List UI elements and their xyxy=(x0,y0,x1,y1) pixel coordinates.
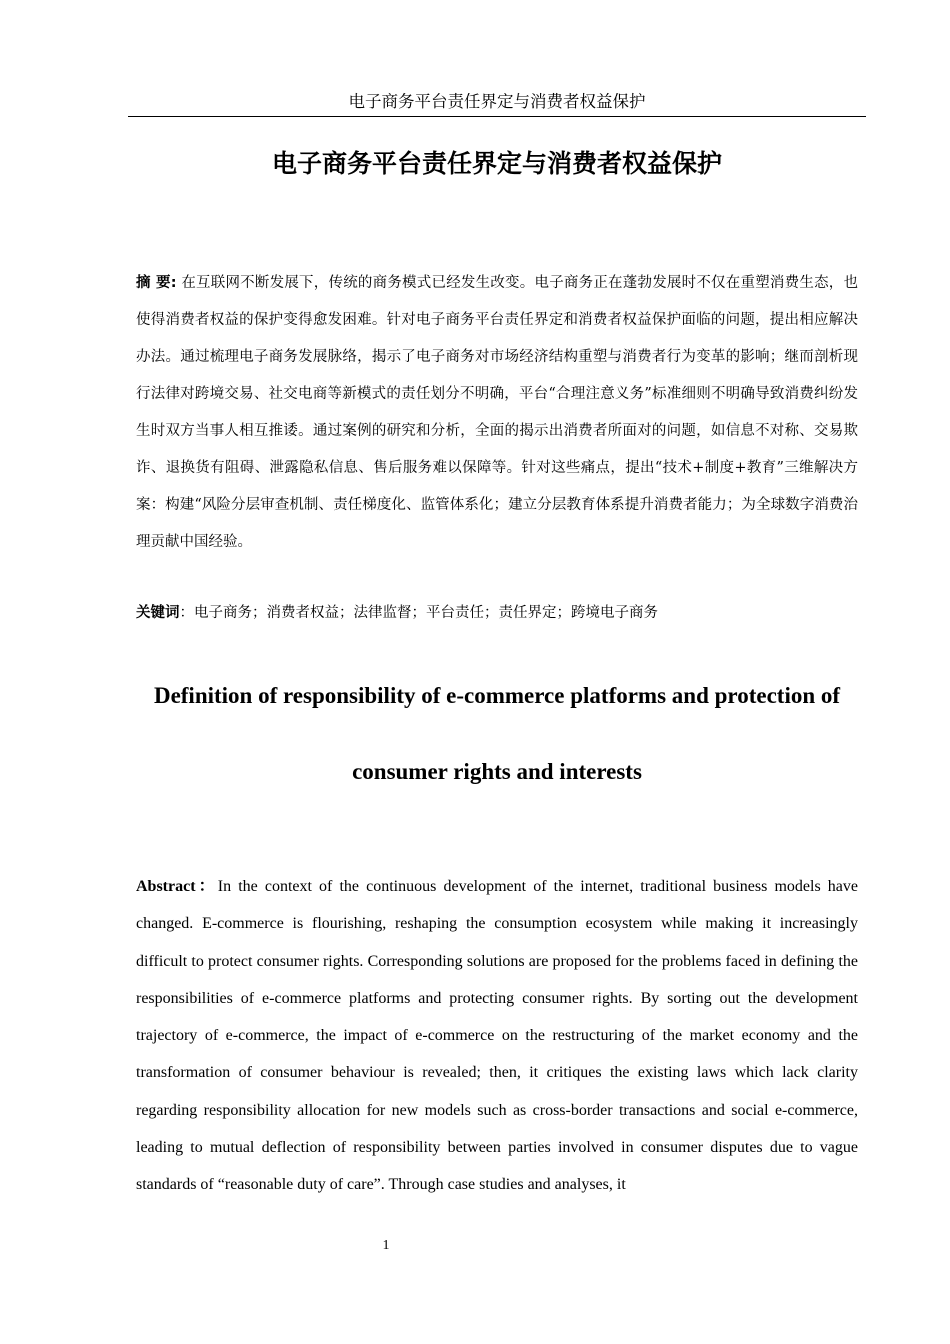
chinese-title: 电子商务平台责任界定与消费者权益保护 xyxy=(271,149,722,178)
chinese-abstract-text: 在互联网不断发展下，传统的商务模式已经发生改变。电子商务正在蓬勃发展时不仅在重塑消费生态，也使得消费者权益的保护变得愈发困难。针对电子商务平台责任界定和消费者权益保护面临的问题，提出相应解决办法。通过梳理电子商务发展脉络，揭示了电子商务对市场经济结构重塑与消费者行为变革的影响；继而剖析现行法律对跨境交易、社交电商等新模式的责任划分不明确，平台“合理注意义务”标准细则不明确导致消费纠纷发生时双方当事人相互推诿。通过案例的研究和分析，全面的揭示出消费者所面对的问题，如信息不对称、交易欺诈、退换货有阻碍、泄露隐私信息、售后服务难以保障等。针对这些痛点，提出“技术+制度+教育”三维解决方案：构建“风险分层审查机制、责任梯度化、监管体系化；建立分层教育体系提升消费者能力；为全球数字消费治理贡献中国经验。 xyxy=(136,275,858,550)
english-abstract-text: In the context of the continuous development of the internet, traditional business models have changed. E-commerce is flourishing, reshaping the consumption ecosystem while making it increasingly difficult to protect consumer rights. Corresponding solutions are proposed for the problems faced in defining the responsibilities of e-commerce platforms and protecting consumer rights. By sorting out the development trajectory of e-commerce, the impact of e-commerce on the restructuring of the market economy and the transformation of consumer behaviour is revealed; then, it critiques the existing laws which lack clarity regarding responsibility allocation for new models such as cross-border transactions and social e-commerce, leading to mutual deflection of responsibility between parties involved in consumer disputes due to vague standards of “reasonable duty of care”. Through case studies and analyses, it xyxy=(136,878,858,1194)
running-header: 电子商务平台责任界定与消费者权益保护 xyxy=(128,90,866,117)
chinese-keywords-label: 关键词 xyxy=(136,605,180,621)
english-abstract-label: Abstract： xyxy=(136,878,218,895)
english-title: Definition of responsibility of e-commerce platforms and protection of consumer rights and interests xyxy=(153,683,841,784)
chinese-abstract xyxy=(136,265,858,561)
english-abstract xyxy=(136,868,858,1204)
chinese-abstract-label: 摘 要: xyxy=(136,275,177,291)
chinese-keywords xyxy=(136,598,858,628)
chinese-keywords-text: ：电子商务；消费者权益；法律监督；平台责任；责任界定；跨境电子商务 xyxy=(179,605,658,621)
page-number: 1 xyxy=(382,1238,390,1253)
